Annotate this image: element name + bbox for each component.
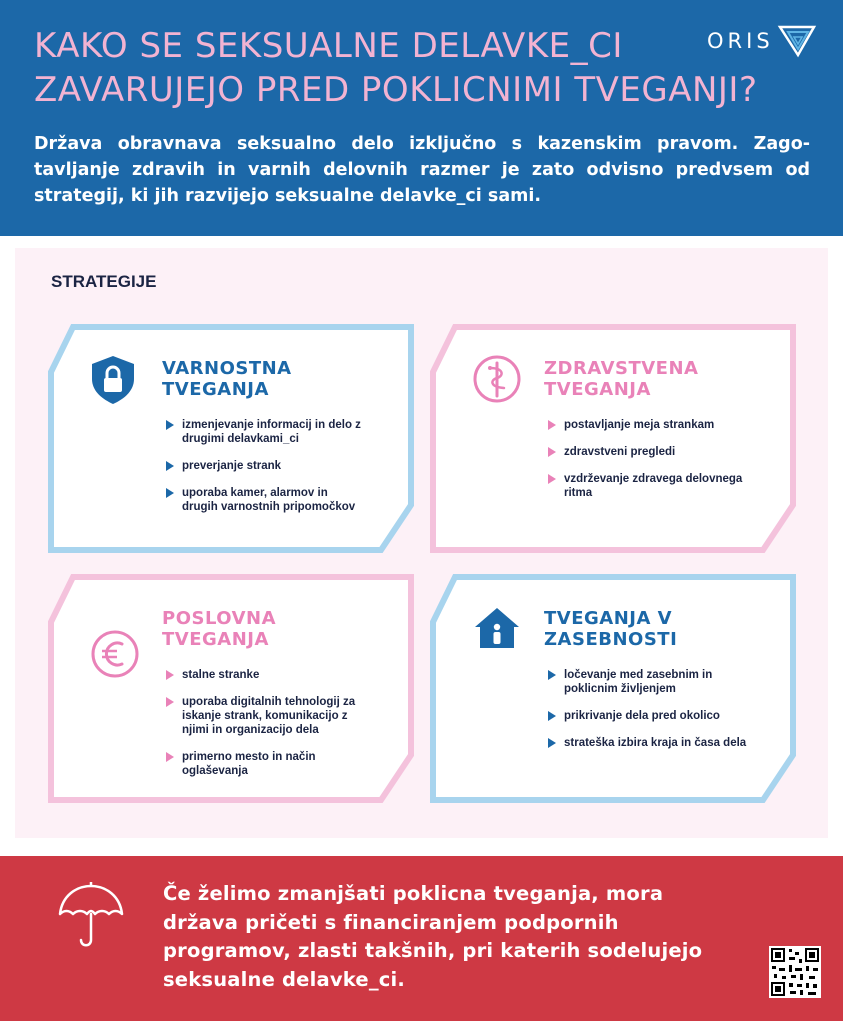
bullet-triangle-icon [548,711,556,721]
logo-text: ORIS [707,29,774,53]
card-title [162,608,402,650]
card-title [544,358,784,400]
list-item [548,418,748,432]
bullet-triangle-icon [548,738,556,748]
card-title-line-1: VARNOSTNA [162,358,292,379]
list-item [548,668,748,696]
list-item [166,418,366,446]
triangle-logo-icon [776,23,818,59]
footer-text: Če želimo zmanjšati poklicna tveganja, mora država pričeti s financiranjem podpornih programov, zlasti takšnih, pri katerih sodelujejo seksualne delavke_ci. [163,882,703,991]
bullet-triangle-icon [166,670,174,680]
bullet-triangle-icon [548,474,556,484]
bullet-triangle-icon [166,420,174,430]
title-line-1: KAKO SE SEKSUALNE DELAVKE_CI [34,26,623,66]
card-list [166,418,366,527]
list-item [548,736,748,750]
bullet-triangle-icon [548,670,556,680]
card-title [544,608,784,650]
list-item [548,445,748,459]
bullet-triangle-icon [548,420,556,430]
house-person-icon [470,603,524,657]
list-item-text: zdravstveni pregledi [564,446,676,458]
shield-lock-icon [86,353,140,407]
list-item-text: strateška izbira kraja in časa dela [564,737,747,749]
list-item-text: primerno mesto in način oglaševanja [182,751,316,777]
card-business [48,574,420,806]
list-item [166,668,366,682]
card-title-line-1: TVEGANJA V [544,608,673,629]
card-title-line-2: ZASEBNOSTI [544,629,678,650]
list-item [548,709,748,723]
card-title-line-2: TVEGANJA [544,379,651,400]
title-line-2: ZAVARUJEJO PRED POKLICNIMI TVEGANJI? [34,70,758,110]
oris-logo [707,23,818,59]
card-title-line-1: POSLOVNA [162,608,277,629]
card-title-line-1: ZDRAVSTVENA [544,358,699,379]
bullet-triangle-icon [548,447,556,457]
list-item-text: izmenjevanje informacij in delo z drugimi delavkami_ci [182,419,361,445]
card-privacy [430,574,802,806]
list-item-text: vzdrževanje zdravega delovnega ritma [564,473,743,499]
card-list [548,668,748,763]
card-list [548,418,748,513]
list-item-text: prikrivanje dela pred okolico [564,710,720,722]
list-item [548,472,748,500]
bullet-triangle-icon [166,752,174,762]
umbrella-icon [56,880,126,952]
list-item-text: stalne stranke [182,669,260,681]
list-item [166,695,366,737]
caduceus-icon [470,352,524,406]
list-item-text: preverjanje strank [182,460,282,472]
card-title-line-2: TVEGANJA [162,379,269,400]
list-item [166,459,366,473]
bullet-triangle-icon [166,488,174,498]
bullet-triangle-icon [166,697,174,707]
list-item-text: uporaba digitalnih tehnologij za iskanje strank, komunikacijo z njimi in organizacijo dela [182,696,356,736]
list-item [166,750,366,778]
intro-text: Država obravnava seksualno delo izključno s kazenskim pravom. Zago-tavljanje zdravih in varnih delovnih razmer je zato odvisno predvsem od strategij, ki jih razvijejo seksualne delavke_ci sami. [34,134,810,206]
list-item-text: uporaba kamer, alarmov in drugih varnostnih pripomočkov [182,487,356,513]
list-item-text: postavljanje meja strankam [564,419,715,431]
section-label: STRATEGIJE [51,272,157,291]
card-title-line-2: TVEGANJA [162,629,269,650]
list-item [166,486,366,514]
card-health [430,324,802,556]
bullet-triangle-icon [166,461,174,471]
list-item-text: ločevanje med zasebnim in poklicnim življenjem [564,669,713,695]
card-security [48,324,420,556]
card-list [166,668,366,791]
euro-icon [88,627,142,681]
qr-code-icon[interactable] [769,946,821,998]
card-title [162,358,402,400]
